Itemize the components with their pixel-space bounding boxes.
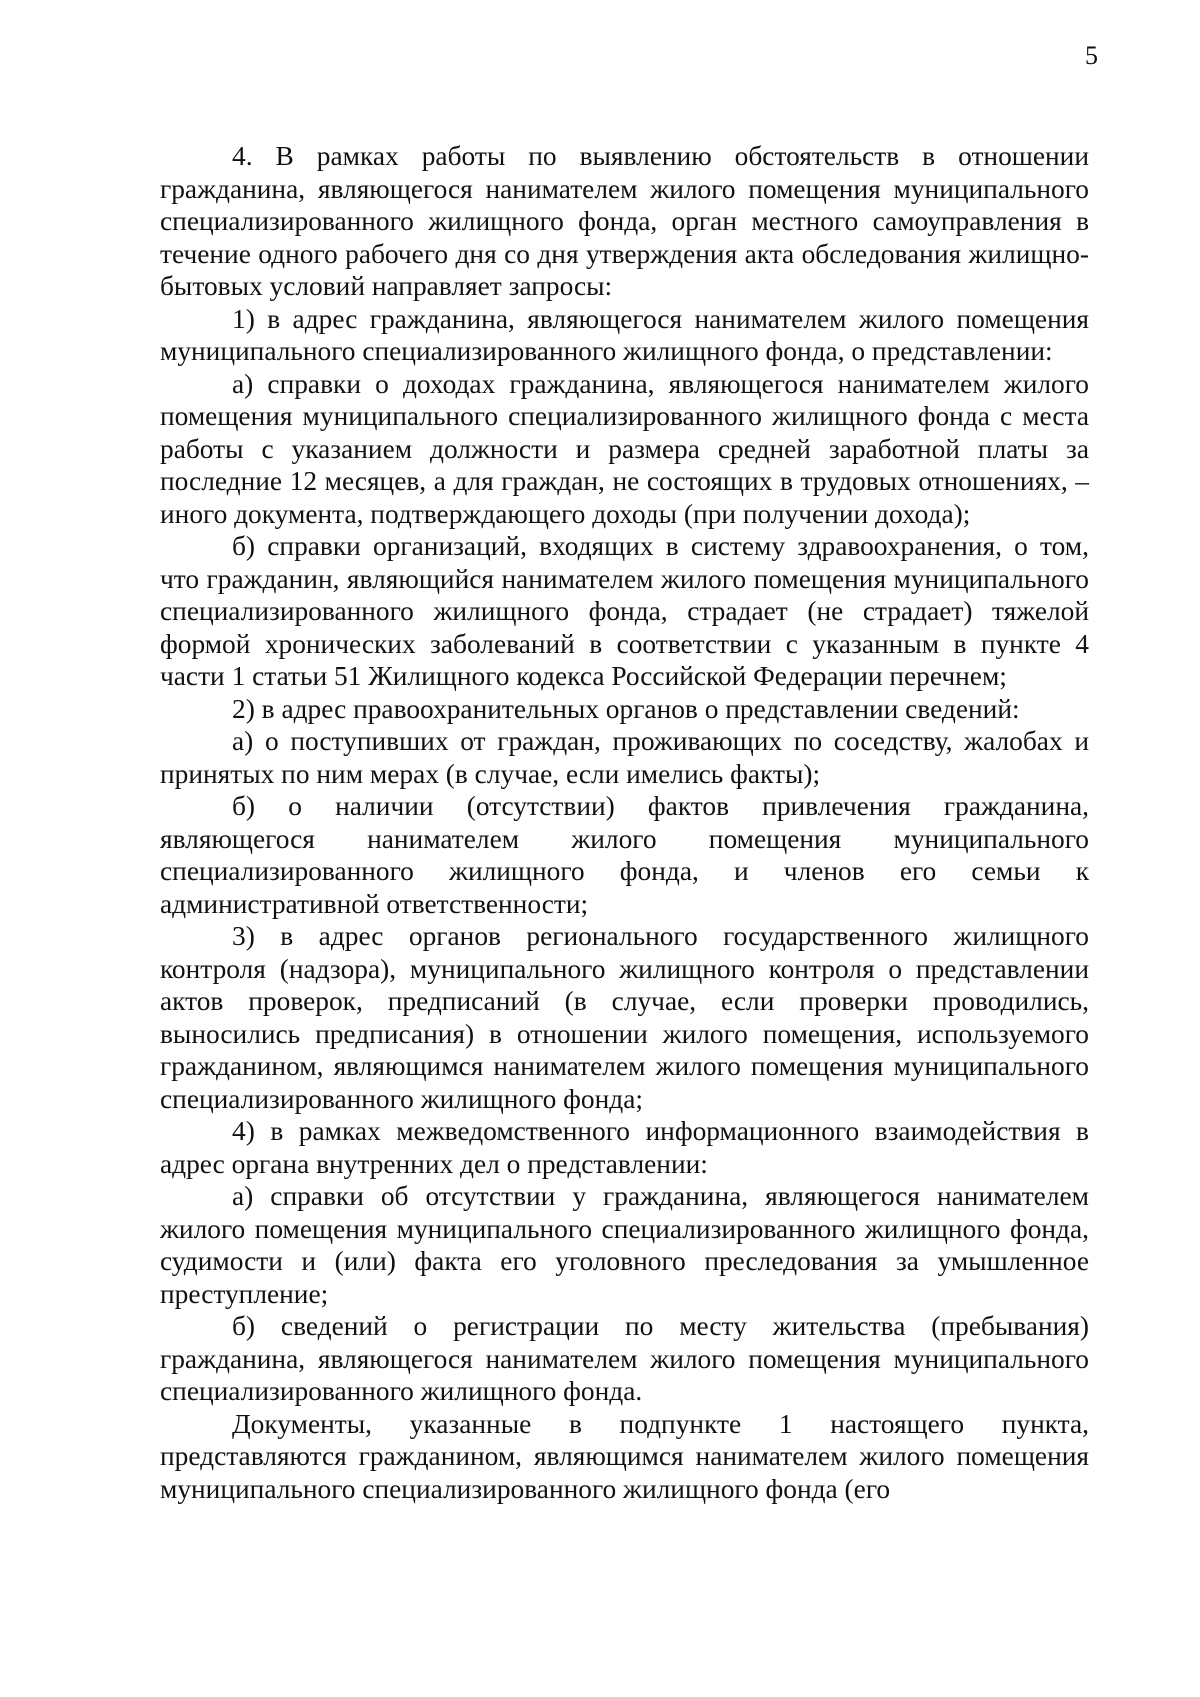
paragraph-subitem-2: 2) в адрес правоохранительных органов о представлении сведений:: [232, 693, 1020, 724]
paragraph-documents: Документы, указанные в подпункте 1 настоящего пункта, представляются гражданином, являющимся нанимателем жилого помещения муниципального специализированного жилищного фонда (его: [160, 1408, 1089, 1504]
paragraph-subitem-2b: б) о наличии (отсутствии) фактов привлечения гражданина, являющегося нанимателем жилого помещения муниципального специализированного жилищного фонда, и членов его семьи к административной ответственности;: [160, 791, 1089, 919]
paragraph-item-4: 4. В рамках работы по выявлению обстоятельств в отношении гражданина, являющегося нанимателем жилого помещения муниципального специализированного жилищного фонда, орган местного самоуправления в течение одного рабочего дня со дня утверждения акта обследования жилищно-бытовых условий направляет запросы:: [160, 141, 1089, 301]
paragraph-subitem-3: 3) в адрес органов регионального государственного жилищного контроля (надзора), муниципального жилищного контроля о представлении актов проверок, предписаний (в случае, если проверки проводились, выносились предписания) в отношении жилого помещения, используемого гражданином, являющимся нанимателем жилого помещения муниципального специализированного жилищного фонда;: [160, 921, 1089, 1114]
paragraph-subitem-1a: а) справки о доходах гражданина, являющегося нанимателем жилого помещения муниципального специализированного жилищного фонда с места работы с указанием должности и размера средней заработной платы за последние 12 месяцев, а для граждан, не состоящих в трудовых отношениях, – иного документа, подтверждающего доходы (при получении дохода);: [160, 368, 1089, 529]
paragraph-subitem-4b: б) сведений о регистрации по месту жительства (пребывания) гражданина, являющегося нанимателем жилого помещения муниципального специализированного жилищного фонда.: [160, 1311, 1089, 1406]
paragraph-subitem-1: 1) в адрес гражданина, являющегося нанимателем жилого помещения муниципального специализированного жилищного фонда, о представлении:: [160, 303, 1089, 366]
page-number: 5: [1085, 41, 1098, 70]
paragraph-subitem-1b: б) справки организаций, входящих в систему здравоохранения, о том, что гражданин, являющийся нанимателем жилого помещения муниципального специализированного жилищного фонда, страдает (не страдает) тяжелой формой хронических заболеваний в соответствии с указанным в пункте 4 части 1 статьи 51 Жилищного кодекса Российской Федерации перечнем;: [160, 531, 1089, 691]
document-body: [160, 140, 1089, 1505]
paragraph-subitem-2a: а) о поступивших от граждан, проживающих по соседству, жалобах и принятых по ним мерах (в случае, если имелись факты);: [160, 726, 1089, 789]
paragraph-subitem-4: 4) в рамках межведомственного информационного взаимодействия в адрес органа внутренних дел о представлении:: [160, 1116, 1089, 1179]
paragraph-subitem-4a: а) справки об отсутствии у гражданина, являющегося нанимателем жилого помещения муниципального специализированного жилищного фонда, судимости и (или) факта его уголовного преследования за умышленное преступление;: [160, 1181, 1089, 1309]
